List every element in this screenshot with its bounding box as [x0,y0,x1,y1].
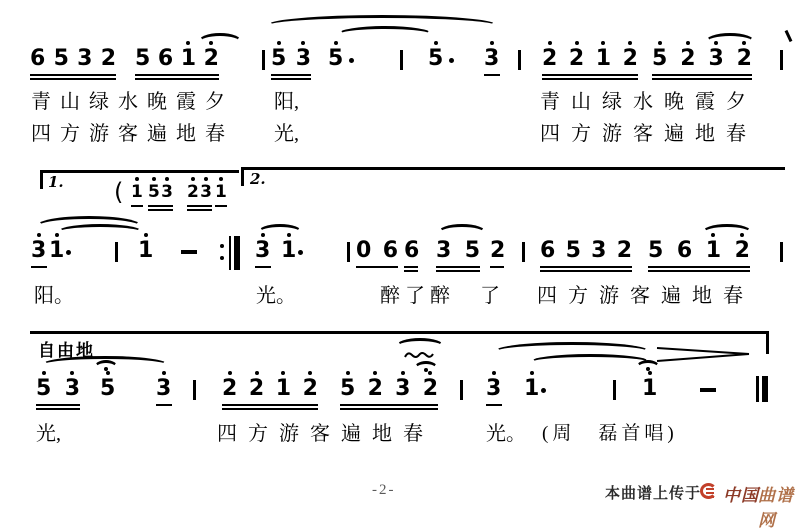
fermata-icon [636,360,660,375]
beat-group [652,48,752,76]
note: 3 [156,376,172,401]
slur [438,224,486,241]
slur [702,224,752,241]
augmentation-dot [541,388,546,393]
note: 2 [568,46,585,71]
beat-group [36,378,80,406]
slur [258,224,302,240]
cue-beat-group [187,184,212,207]
beat-group [271,48,311,76]
note: 1 [705,238,722,263]
note: 6 [540,238,556,263]
note: 1 [49,238,65,263]
note: 3 [436,238,452,263]
cue-beat-group [215,184,227,207]
cue-beat-group [148,184,173,207]
cue-paren: ( [114,178,124,206]
rest-note: 0 [356,238,372,263]
barline [780,242,783,262]
note: 1 [642,376,658,401]
cue-note: 3 [161,182,173,202]
slur [338,26,432,42]
note: 2 [302,376,318,401]
volta-bracket-2 [241,167,785,186]
beat-group [356,240,398,268]
lyric-line: 阳, [274,91,299,113]
augmentation-dot [66,250,71,255]
barline [522,242,525,262]
note: 5 [271,46,287,71]
note: 5 [464,238,480,263]
note: 2 [248,376,265,401]
note: 3 [486,376,502,401]
site-logo-icon [700,483,717,499]
note: 5 [100,376,116,401]
beat-group [542,48,638,76]
beat-group [490,240,504,268]
note: 3 [708,46,724,71]
cue-note: 5 [148,182,160,202]
note: 2 [734,238,750,263]
lyric-line: 四方游客遍地春 [537,285,754,307]
note: 3 [31,238,47,263]
site-name-part1: 中国 [723,486,759,505]
note: 2 [100,46,116,71]
barline [780,50,783,70]
note: 3 [64,376,80,401]
slur [58,224,142,239]
note: 1 [275,376,292,401]
note: 5 [53,46,69,71]
note: 3 [484,46,500,71]
note: 5 [328,46,344,71]
note: 5 [652,46,668,71]
note: 3 [77,46,93,71]
lyric-line: 光。 [256,285,296,307]
note: 5 [36,376,52,401]
augmentation-dot [298,250,303,255]
barline [347,242,350,262]
sustain-dash [181,250,197,254]
repeat-dot [220,256,224,260]
beat-group [31,240,47,268]
beat-group [222,378,318,406]
slur [198,33,242,51]
cue-note: 2 [187,182,199,202]
cue-note: 3 [200,182,212,202]
barline [262,50,265,70]
breath-mark [785,30,793,42]
beat-group [30,48,116,76]
beat-group [255,240,271,268]
mordent-icon [404,350,434,360]
lyric-line: 青山绿水晚霞夕 [31,91,234,113]
beat-group [436,240,480,268]
note: 3 [395,376,411,401]
note: 2 [203,46,219,71]
lyric-line: 四方游客遍地春 [31,123,234,145]
note: 5 [135,46,151,71]
page-number: -2- [372,482,396,498]
decrescendo-hairpin [656,346,750,362]
beat-group [648,240,750,268]
note: 6 [676,238,693,263]
cue-note: 1 [215,182,227,202]
note: 2 [367,376,383,401]
tempo-marking: 自由地 [38,341,95,360]
beat-group [484,48,500,76]
note: 3 [255,238,271,263]
note: 5 [428,46,444,71]
note: 6 [157,46,174,71]
note: 1 [138,238,154,263]
note: 2 [680,46,696,71]
site-name-part2: 曲谱网 [758,486,794,530]
barline [613,380,616,400]
note: 1 [595,46,612,71]
beat-group [404,240,418,268]
repeat-sign [220,236,242,270]
repeat-dot [220,244,224,248]
barline [193,380,196,400]
beat-group [486,378,502,406]
note: 1 [180,46,197,71]
logo-bar [706,488,714,490]
lyric-line: 光。 [486,423,526,445]
logo-bar [706,492,714,494]
cue-note: 1 [131,182,143,202]
slur [705,33,755,51]
note: 1 [281,238,297,263]
beat-group [340,378,438,406]
note: 2 [422,376,438,401]
beat-group [135,48,219,76]
lyric-line: 光, [274,123,299,145]
volta-label-1: 1. [48,173,64,191]
note: 2 [490,238,506,263]
note: 2 [542,46,558,71]
note: 5 [340,376,356,401]
fermata-icon [414,361,438,376]
repeat-thick-line [234,236,240,270]
note: 3 [295,46,311,71]
lyric-line: 光, [36,423,61,445]
logo-bar [706,496,714,498]
lyric-line: 四方游客遍地春 [540,123,757,145]
slur [530,354,650,370]
note: 6 [30,46,46,71]
sustain-dash [700,388,716,392]
note: 5 [565,238,581,263]
lyric-line: 阳。 [34,285,74,307]
cue-beat-group [131,184,143,207]
upload-note: 本曲谱上传于 [605,485,702,502]
barline [400,50,403,70]
note: 3 [591,238,607,263]
final-barline-thick [762,376,768,402]
augmentation-dot [349,58,354,63]
barline [518,50,521,70]
lyric-line: 青山绿水晚霞夕 [540,91,757,113]
beat-group [156,378,172,406]
note: 6 [382,238,398,263]
note: 5 [648,238,664,263]
barline [115,242,118,262]
final-barline-thin [756,376,759,402]
barline [460,380,463,400]
fermata-icon [94,360,118,375]
beat-group [540,240,632,268]
note: 1 [524,376,540,401]
lyric-line: 四方游客遍地春 [217,423,434,445]
volta-label-2: 2. [250,170,266,188]
repeat-thin-line [229,236,231,270]
note: 6 [404,238,420,263]
note: 2 [736,46,752,71]
note: 2 [222,376,238,401]
augmentation-dot [449,58,454,63]
singer-credit: (周 磊首唱) [542,423,678,444]
lyric-line: 醉了醉 了 [380,285,505,307]
note: 2 [622,46,638,71]
note: 2 [616,238,632,263]
